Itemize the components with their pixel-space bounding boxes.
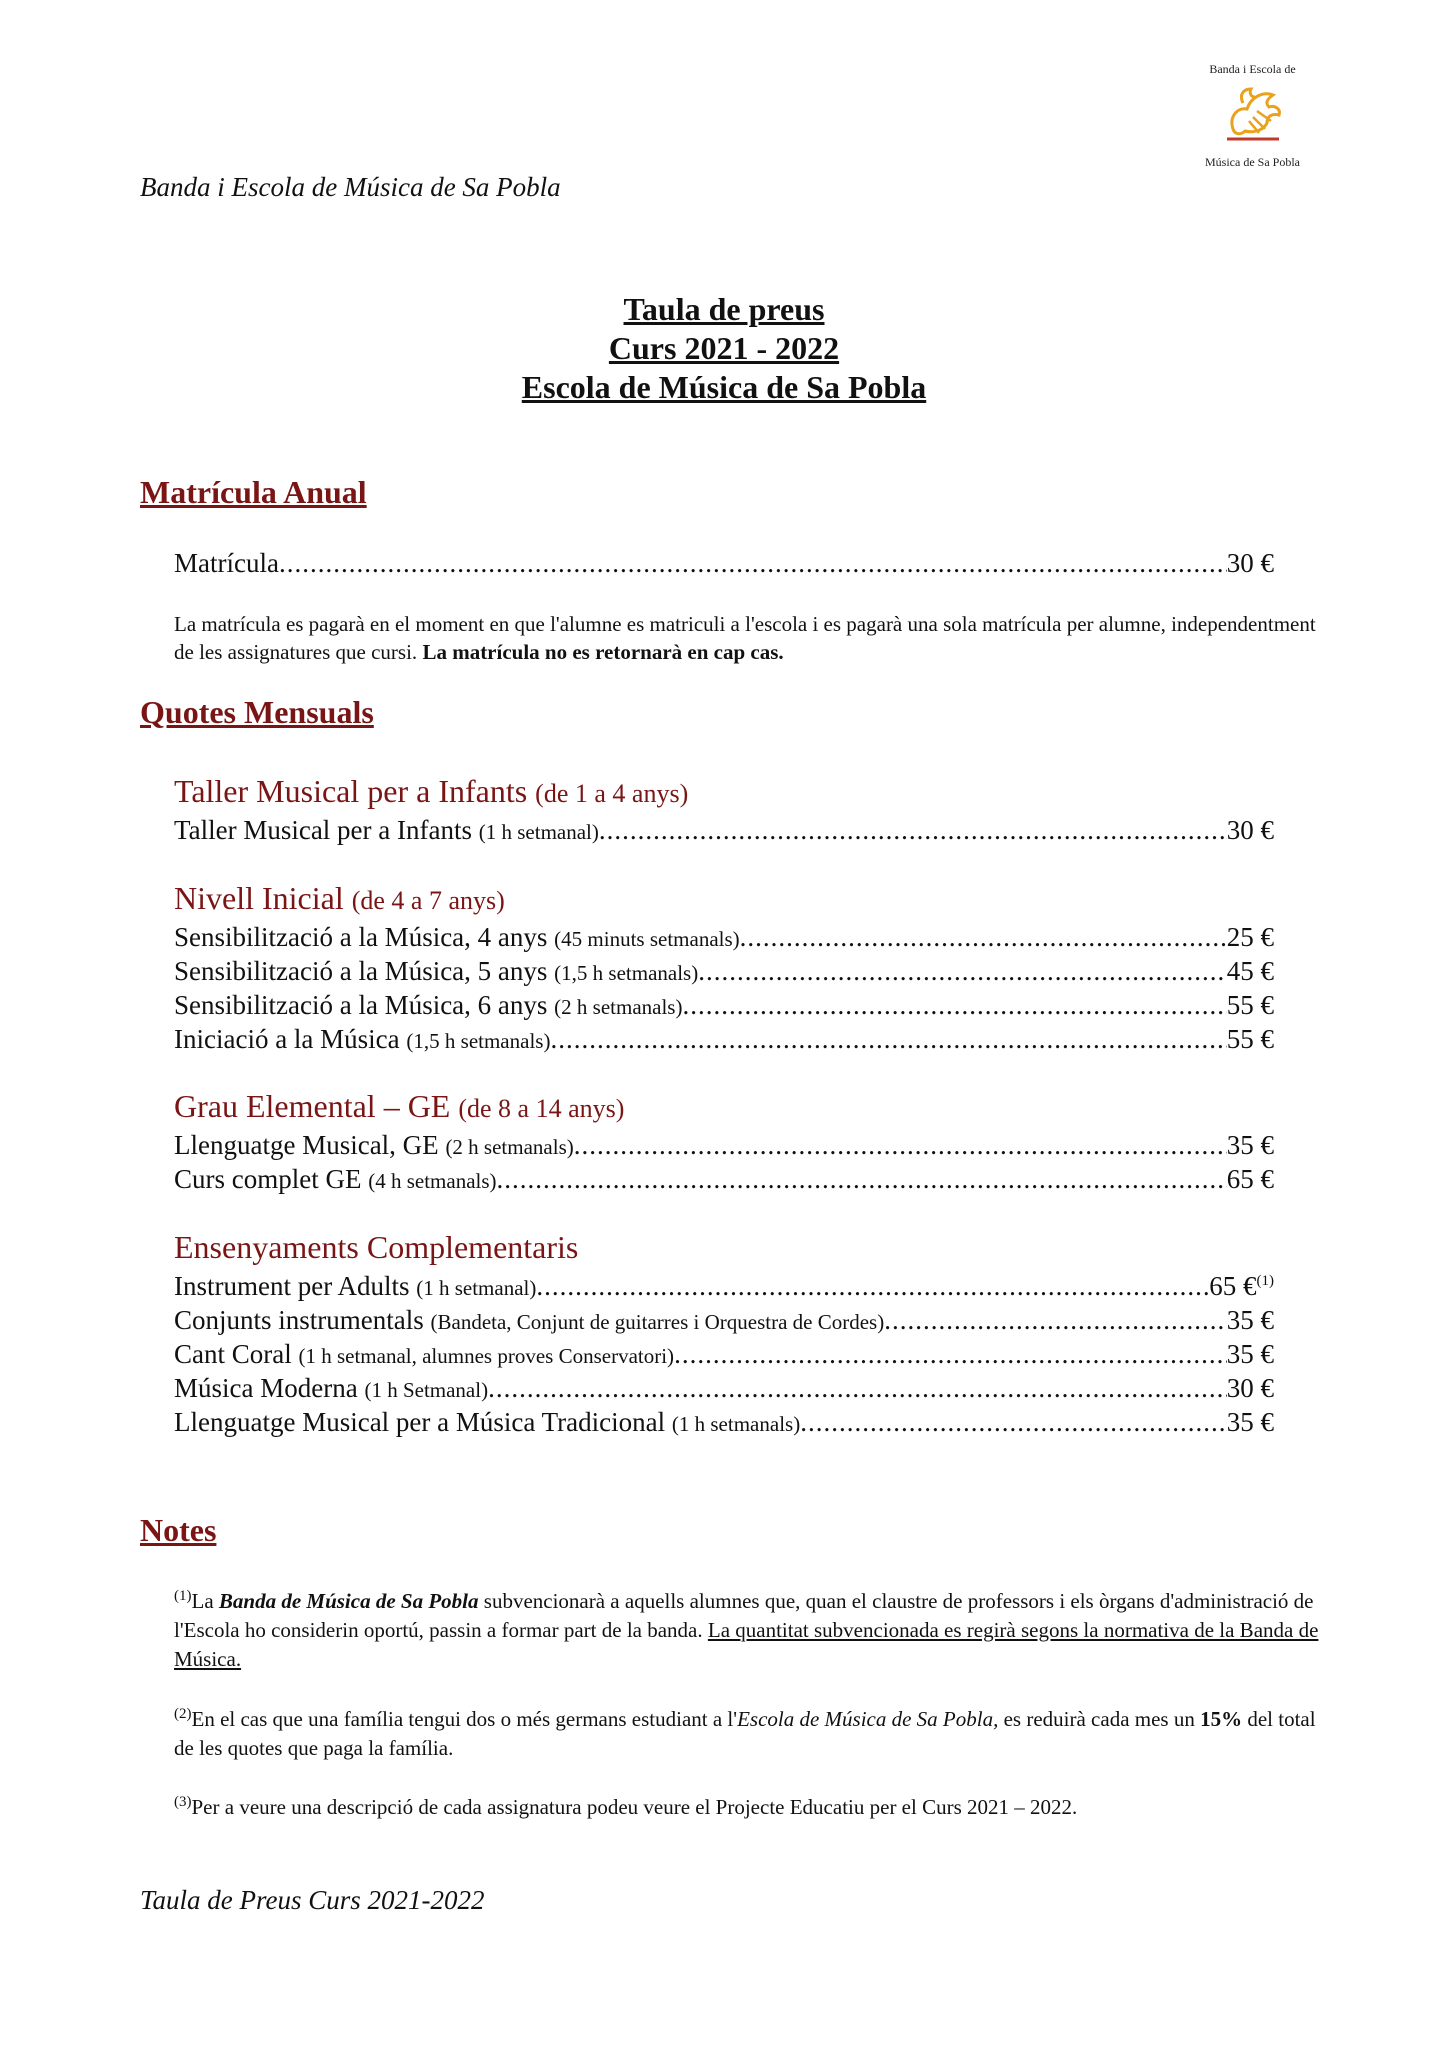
group-title: Taller Musical per a Infants <box>174 773 528 809</box>
row-detail: (1,5 h setmanals) <box>406 1029 551 1053</box>
row-price: 35 € <box>1226 1407 1274 1437</box>
row-price: 30 € <box>1226 1373 1274 1403</box>
leader-dots <box>698 956 1227 987</box>
row-price: 35 € <box>1226 1339 1274 1369</box>
leader-dots <box>536 1271 1209 1302</box>
row-label: Sensibilització a la Música, 5 anys (1,5 h setmanals) <box>174 956 699 986</box>
row-label: Llenguatge Musical per a Música Tradicional (1 h setmanals) <box>174 1407 801 1437</box>
logo-bottom-text: Música de Sa Pobla <box>1205 155 1300 169</box>
leader-dots <box>674 1339 1227 1370</box>
row-detail: (1,5 h setmanals) <box>554 961 699 985</box>
leader-dots <box>488 1373 1227 1404</box>
row-price: 30 € <box>1226 548 1274 578</box>
group-title: Grau Elemental – GE <box>174 1088 451 1124</box>
row-detail: (1 h Setmanal) <box>364 1378 489 1402</box>
row-price: 35 € <box>1226 1305 1274 1335</box>
price-row <box>174 990 1274 1021</box>
row-price: 65 €$^{(1)}$ <box>1209 1271 1274 1301</box>
note-3: $^{(3)}$Per a veure una descripció de cada assignatura podeu veure el Projecte Educatiu per el Curs 2021 – 2022. <box>174 1794 1078 1819</box>
leader-dots <box>800 1407 1227 1438</box>
matricula-text-bold: La matrícula no es retornarà en cap cas. <box>422 640 784 664</box>
leader-dots <box>497 1164 1227 1195</box>
title-line-2: Curs 2021 - 2022 <box>608 330 840 366</box>
group-range: (de 8 a 14 anys) <box>458 1094 625 1123</box>
price-row <box>174 1024 1274 1055</box>
row-price: 30 € <box>1226 815 1274 845</box>
group-title: Ensenyaments Complementaris <box>174 1229 579 1265</box>
row-price: 55 € <box>1226 1024 1274 1054</box>
leader-dots <box>599 815 1227 846</box>
leader-dots <box>279 548 1227 579</box>
price-row <box>174 922 1274 953</box>
row-label: Sensibilització a la Música, 4 anys (45 minuts setmanals) <box>174 922 740 952</box>
group-heading-grau-elemental <box>174 1088 624 1125</box>
price-row <box>174 1373 1274 1404</box>
page-footer: Taula de Preus Curs 2021-2022 <box>140 1885 485 1915</box>
row-price: 55 € <box>1226 990 1274 1020</box>
row-label: Música Moderna (1 h Setmanal) <box>174 1373 489 1403</box>
matricula-text: La matrícula es pagarà en el moment en que l'alumne es matriculi a l'escola i es pagarà una sola matrícula per alumne, independentment de les assignatures que cursi. <box>174 612 1316 664</box>
row-label: Matrícula <box>174 548 279 578</box>
row-label: Taller Musical per a Infants (1 h setmanal) <box>174 815 599 845</box>
row-detail: (45 minuts setmanals) <box>554 927 740 951</box>
note-1: $^{(1)}$La Banda de Música de Sa Pobla subvencionarà a aquells alumnes que, quan el claustre de professors i els òrgans d'administració de l'Escola ho considerin oportú, passin a formar part de la banda. La quantitat subvencionada es regirà segons la normativa de la Banda de Música. <box>174 1588 1319 1671</box>
group-heading-taller <box>174 773 688 810</box>
group-title: Nivell Inicial <box>174 880 344 916</box>
section-heading-matricula: Matrícula Anual <box>140 474 367 510</box>
price-row <box>174 1305 1274 1336</box>
row-detail: (1 h setmanal) <box>478 820 599 844</box>
section-heading-quotes: Quotes Mensuals <box>140 694 374 730</box>
row-label: Conjunts instrumentals (Bandeta, Conjunt de guitarres i Orquestra de Cordes) <box>174 1305 885 1335</box>
winged-lion-emblem-icon <box>1213 81 1293 151</box>
price-row <box>174 1271 1274 1302</box>
logo-top-text: Banda i Escola de <box>1209 62 1296 76</box>
row-label: Sensibilització a la Música, 6 anys (2 h setmanals) <box>174 990 683 1020</box>
row-detail: (1 h setmanal, alumnes proves Conservatori) <box>298 1344 675 1368</box>
group-heading-ensenyaments <box>174 1229 578 1266</box>
leader-dots <box>884 1305 1227 1336</box>
row-detail: (4 h setmanals) <box>368 1169 497 1193</box>
price-row <box>174 956 1274 987</box>
leader-dots <box>682 990 1226 1021</box>
title-line-1: Taula de preus <box>623 291 825 327</box>
row-price: 35 € <box>1226 1130 1274 1160</box>
page-header: Banda i Escola de Música de Sa Pobla <box>140 172 561 202</box>
row-label: Curs complet GE (4 h setmanals) <box>174 1164 497 1194</box>
row-label: Cant Coral (1 h setmanal, alumnes proves Conservatori) <box>174 1339 675 1369</box>
row-detail: (Bandeta, Conjunt de guitarres i Orquestra de Cordes) <box>430 1310 885 1334</box>
row-price: 25 € <box>1226 922 1274 952</box>
leader-dots <box>740 922 1227 953</box>
section-heading-notes: Notes <box>140 1512 217 1548</box>
price-row <box>174 1164 1274 1195</box>
matricula-description <box>174 610 1324 666</box>
row-label: Llenguatge Musical, GE (2 h setmanals) <box>174 1130 574 1160</box>
footnote-ref: (1) <box>1256 1273 1274 1289</box>
row-price: 65 € <box>1226 1164 1274 1194</box>
price-row <box>174 815 1274 846</box>
price-row <box>174 1130 1274 1161</box>
group-range: (de 4 a 7 anys) <box>351 886 505 915</box>
group-heading-nivell-inicial <box>174 880 505 917</box>
row-label: Instrument per Adults (1 h setmanal) <box>174 1271 537 1301</box>
title-line-3: Escola de Música de Sa Pobla <box>521 369 927 405</box>
document-title <box>0 290 1448 407</box>
row-detail: (1 h setmanals) <box>671 1412 801 1436</box>
row-label: Iniciació a la Música (1,5 h setmanals) <box>174 1024 551 1054</box>
price-row <box>174 1407 1274 1438</box>
row-detail: (2 h setmanals) <box>445 1135 574 1159</box>
price-row <box>174 1339 1274 1370</box>
row-detail: (1 h setmanal) <box>416 1276 537 1300</box>
leader-dots <box>574 1130 1227 1161</box>
price-row-matricula <box>174 548 1274 579</box>
row-detail: (2 h setmanals) <box>554 995 683 1019</box>
note-2: $^{(2)}$En el cas que una família tengui dos o més germans estudiant a l'Escola de Música de Sa Pobla, es reduirà cada mes un 15% del total de les quotes que paga la família. <box>174 1706 1316 1760</box>
school-logo <box>1180 62 1325 170</box>
group-range: (de 1 a 4 anys) <box>535 779 689 808</box>
leader-dots <box>550 1024 1226 1055</box>
row-price: 45 € <box>1226 956 1274 986</box>
